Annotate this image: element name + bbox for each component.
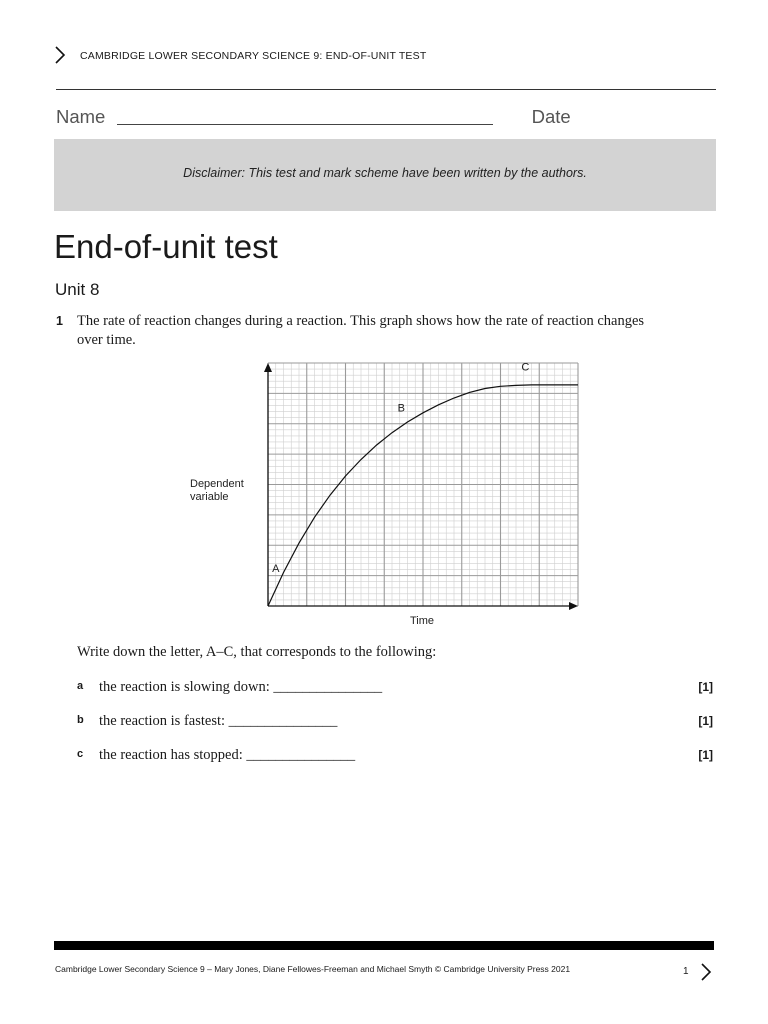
question-number: 1 — [56, 314, 63, 328]
part-label: b — [77, 714, 84, 726]
page-title: End-of-unit test — [54, 228, 278, 265]
header-divider — [56, 89, 716, 90]
question-part-b — [77, 713, 717, 733]
x-axis-label: Time — [409, 615, 435, 627]
running-header — [54, 44, 716, 68]
part-text: the reaction is slowing down: _______________ — [99, 679, 383, 695]
part-text: the reaction is fastest: _______________ — [99, 713, 338, 729]
part-marks: [1] — [698, 748, 713, 762]
y-axis-arrow — [264, 363, 272, 372]
name-label: Name — [56, 106, 106, 127]
date-label: Date — [531, 106, 571, 127]
annotation-c: C — [521, 361, 530, 374]
part-label: c — [77, 748, 84, 760]
part-marks: [1] — [698, 680, 713, 694]
chevron-right-icon — [54, 45, 66, 65]
question-part-c — [77, 747, 717, 767]
footer-bar — [54, 941, 714, 950]
name-field[interactable] — [117, 104, 493, 125]
header-title: CAMBRIDGE LOWER SECONDARY SCIENCE 9: END-OF-UNIT TEST — [80, 50, 427, 62]
y-axis-label-line-2: variable — [190, 491, 229, 503]
question-1 — [56, 312, 656, 350]
question-instruction: Write down the letter, A–C, that corresponds to the following: — [77, 644, 437, 660]
part-text: the reaction has stopped: _______________ — [99, 747, 356, 763]
name-date-row — [56, 104, 716, 130]
unit-title: Unit 8 — [55, 280, 100, 299]
part-label: a — [77, 680, 84, 692]
question-part-a — [77, 679, 717, 699]
disclaimer-text: Disclaimer: This test and mark scheme have been written by the authors. — [183, 166, 587, 180]
annotation-a: A — [272, 562, 280, 575]
page-number: 1 — [683, 966, 689, 977]
disclaimer-box — [54, 139, 716, 211]
annotation-b: B — [397, 402, 405, 415]
question-text: The rate of reaction changes during a reaction. This graph shows how the rate of reaction changes over time. — [77, 313, 645, 348]
next-page-chevron-icon[interactable] — [700, 962, 712, 982]
footer-credit: Cambridge Lower Secondary Science 9 – Mary Jones, Diane Fellowes-Freeman and Michael Smyth © Cambridge University Press 2021 — [55, 964, 571, 974]
x-axis-arrow — [569, 602, 578, 610]
rate-of-reaction-graph — [185, 360, 585, 628]
y-axis-label-line-1: Dependent — [190, 478, 244, 490]
part-marks: [1] — [698, 714, 713, 728]
